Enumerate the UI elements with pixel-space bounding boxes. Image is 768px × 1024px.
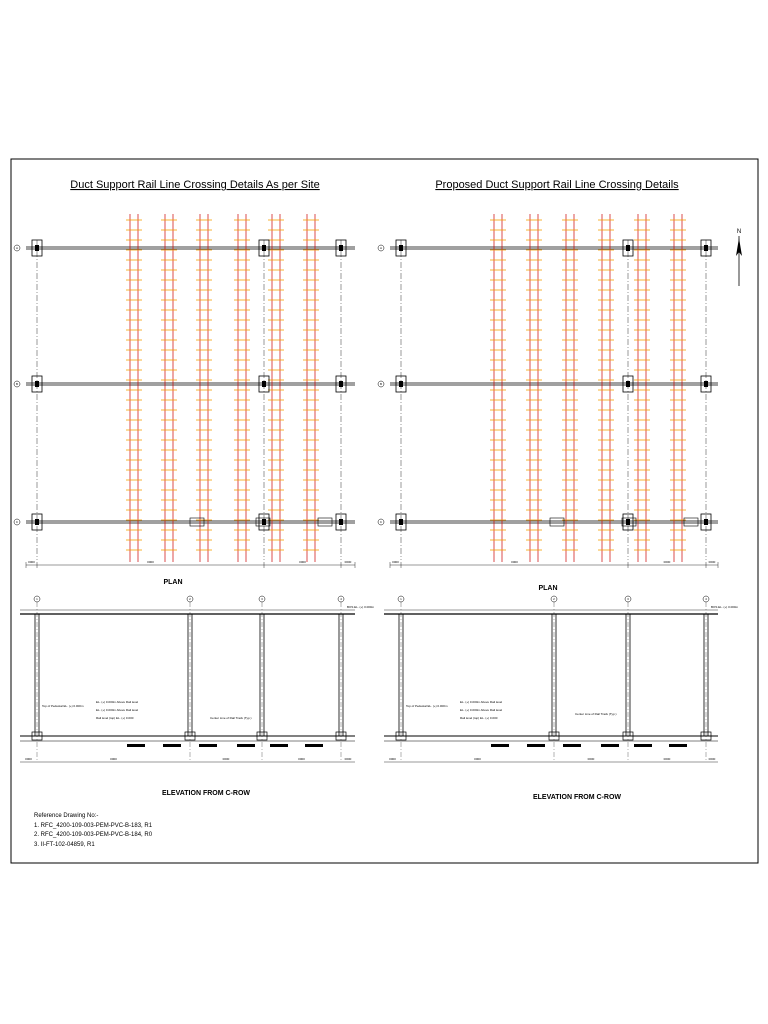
plan-bracket <box>550 518 564 526</box>
elev-dimension-text: 0000 <box>474 757 481 761</box>
plan-dimension-text: 0000 <box>147 560 154 564</box>
axis-label: B <box>15 382 19 386</box>
pedestal-core <box>35 245 39 251</box>
right-note-top-pedestal: Top of Pedestal EL. (+) 0.000m <box>406 704 448 708</box>
elev-rail-pad <box>563 744 581 747</box>
pedestal-core <box>262 381 266 387</box>
column-label: 3 <box>627 597 629 601</box>
pedestal-core <box>399 381 403 387</box>
pedestal-core <box>704 381 708 387</box>
right-note-centre-line: Center Line of Rail Track (Typ.) <box>575 712 617 716</box>
pedestal-core <box>339 519 343 525</box>
plan-dimension-text: 0000 <box>663 560 671 564</box>
reference-item: 3. II-FT-102-04859, R1 <box>34 842 95 848</box>
north-arrow-icon <box>736 229 742 286</box>
column-label: 1 <box>400 597 402 601</box>
column-label: 2 <box>189 597 191 601</box>
elev-dimension-text: 0000 <box>708 757 716 761</box>
elev-rail-pad <box>163 744 181 747</box>
pedestal-core <box>399 519 403 525</box>
elev-dimension-text: 0000 <box>344 757 352 761</box>
left-note-bottom-rail-2: EL. (+) 0.000m Above Rail level <box>96 708 139 712</box>
left-note-bos: BOS EL. (+) 0.000m <box>347 605 375 609</box>
left-panel <box>14 179 375 797</box>
elev-rail-pad <box>527 744 545 747</box>
reference-item: 2. RFC_4200-109-003-PEM-PVC-B-184, R0 <box>34 832 153 838</box>
axis-label: A <box>379 246 383 250</box>
plan-bracket <box>318 518 332 526</box>
pedestal-core <box>339 381 343 387</box>
elev-rail-pad <box>237 744 255 747</box>
column-label: 4 <box>340 597 342 601</box>
right-panel <box>378 179 742 801</box>
pedestal-core <box>626 381 630 387</box>
right-note-bos: BOS EL. (+) 0.000m <box>711 605 739 609</box>
pedestal-core <box>626 245 630 251</box>
axis-label: C <box>379 520 383 524</box>
right-note-bottom-rail-2: EL. (+) 0.000m Above Rail level <box>460 708 503 712</box>
right-plan-label: PLAN <box>538 585 558 592</box>
elev-rail-pad <box>669 744 687 747</box>
column-label: 4 <box>705 597 707 601</box>
elev-dimension-text: 0000 <box>298 757 305 761</box>
pedestal-core <box>35 381 39 387</box>
right-note-rail-level: Rail level (top) EL. (+) 0.000 <box>460 716 498 720</box>
left-note-centre-line: Center Line of Rail Track (Typ.) <box>210 716 252 720</box>
plan-dimension-text: 0000 <box>708 560 716 564</box>
plan-dimension-text: 0000 <box>28 560 35 564</box>
left-elevation <box>20 596 355 762</box>
axis-label: A <box>15 246 19 250</box>
plan-bracket <box>684 518 698 526</box>
elev-dimension-text: 0000 <box>389 757 396 761</box>
elev-rail-pad <box>634 744 652 747</box>
plan-dimension-text: 0000 <box>511 560 518 564</box>
elev-rail-pad <box>491 744 509 747</box>
pedestal-core <box>262 519 266 525</box>
axis-label: B <box>379 382 383 386</box>
right-elevation <box>384 596 718 762</box>
elev-dimension-text: 0000 <box>222 757 230 761</box>
elev-rail-pad <box>199 744 217 747</box>
right-note-bottom-rail-1: EL. (+) 0.000m Above Rail level <box>460 700 503 704</box>
pedestal-core <box>704 245 708 251</box>
left-note-bottom-rail-1: EL. (+) 0.000m Above Rail level <box>96 700 139 704</box>
pedestal-core <box>626 519 630 525</box>
pedestal-core <box>399 245 403 251</box>
pedestal-core <box>35 519 39 525</box>
left-elevation-label: ELEVATION FROM C-ROW <box>161 790 251 797</box>
plan-dimension-text: 0000 <box>392 560 399 564</box>
elev-rail-pad <box>601 744 619 747</box>
pedestal-core <box>262 245 266 251</box>
left-plan-label: PLAN <box>163 579 183 586</box>
plan-bracket <box>190 518 204 526</box>
left-plan <box>14 214 355 568</box>
left-note-rail-level: Rail level (top) EL. (+) 0.000 <box>96 716 134 720</box>
plan-dimension-text: 0000 <box>344 560 352 564</box>
axis-label: C <box>15 520 19 524</box>
elev-rail-pad <box>270 744 288 747</box>
pedestal-core <box>339 245 343 251</box>
left-title: Duct Support Rail Line Crossing Details As per Site <box>70 179 320 191</box>
elev-dimension-text: 0000 <box>25 757 32 761</box>
column-label: 1 <box>36 597 38 601</box>
reference-item: 1. RFC_4200-109-003-PEM-PVC-B-183, R1 <box>34 823 153 829</box>
plan-dimension-text: 0000 <box>299 560 306 564</box>
pedestal-core <box>704 519 708 525</box>
column-label: 3 <box>261 597 263 601</box>
elev-dimension-text: 0000 <box>110 757 117 761</box>
left-note-top-pedestal: Top of Pedestal EL. (+) 0.000m <box>42 704 84 708</box>
reference-heading: Reference Drawing No:- <box>34 813 99 819</box>
elev-rail-pad <box>305 744 323 747</box>
column-label: 2 <box>553 597 555 601</box>
elev-rail-pad <box>127 744 145 747</box>
elev-dimension-text: 0000 <box>587 757 595 761</box>
right-elevation-label: ELEVATION FROM C-ROW <box>532 794 622 801</box>
right-title: Proposed Duct Support Rail Line Crossing Details <box>435 179 679 191</box>
reference-notes <box>34 813 153 848</box>
right-plan <box>378 214 718 568</box>
elev-dimension-text: 0000 <box>663 757 671 761</box>
north-label: N <box>736 229 742 235</box>
